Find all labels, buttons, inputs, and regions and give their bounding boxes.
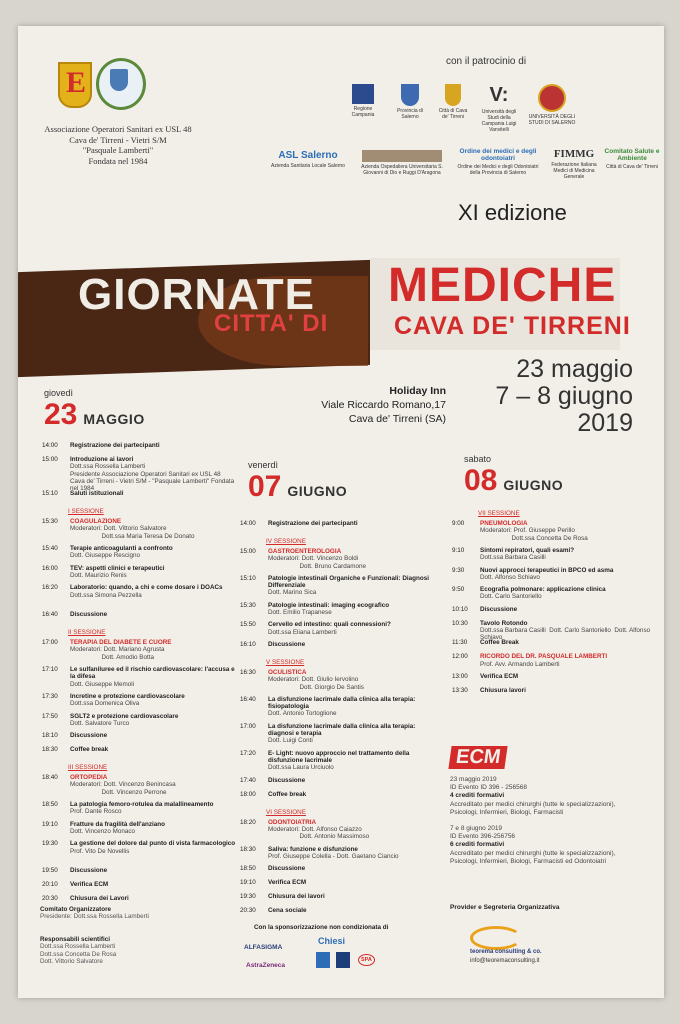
item-title: Saluti istituzionali [70, 490, 124, 498]
item-title: Discussione [268, 641, 306, 648]
item-time: 15:10 [42, 490, 58, 498]
sponsor-label: Con la sponsorizzazione non condizionata di [254, 924, 389, 931]
patron-logo-unisa: UNIVERSITÀ DEGLI STUDI DI SALERNO [528, 84, 576, 126]
item-speaker: Moderatori: Dott. Vittorio Salvatore Dott.ssa Maria Teresa De Donato [70, 525, 195, 540]
item-speaker: Moderatori: Dott. Vincenzo Boldi Dott. Bruno Cardamone [268, 555, 367, 570]
item-time: 16:20 [42, 584, 58, 592]
committee-label: Comitato Organizzatore [40, 906, 112, 913]
edition-label: XI edizione [458, 200, 567, 225]
sponsor-alfasigma: ALFASIGMA [244, 944, 283, 951]
item-title: SGLT2 e protezione cardiovascolare [70, 712, 179, 720]
item-speaker: Dott.ssa Barbara Casilli [480, 554, 546, 562]
session-label: V SESSIONE [266, 659, 305, 666]
item-title: Registrazione dei partecipanti [268, 520, 358, 527]
session-label: VII SESSIONE [478, 510, 520, 517]
item-speaker: Prof. Dante Rosco [70, 808, 122, 816]
item-title: Verifica ECM [268, 879, 307, 887]
title-cava: CAVA DE' TIRRENI [394, 312, 631, 340]
date-line: 7 – 8 giugno [495, 382, 633, 410]
patron-logo-vanvitelli: V: Università degli Studi della Campania Luigi Vanvitelli [481, 84, 517, 133]
item-time: 9:50 [452, 586, 465, 594]
item-title: RICORDO DEL DR. PASQUALE LAMBERTI [480, 653, 608, 661]
schedule-day-07 [240, 520, 440, 915]
item-time: 15:40 [42, 545, 58, 553]
item-title: Cervello ed intestino: quali connessioni? [268, 621, 391, 629]
weekday: giovedì [44, 388, 74, 398]
item-time: 17:30 [42, 693, 58, 700]
patron-logo-cava: Città di Cava de' Tirreni [436, 84, 470, 120]
ecm-line: ID Evento ID 396 - 256568 [450, 784, 527, 792]
sponsor-spa: SPA [358, 954, 375, 966]
sponsor-astrazeneca: AstraZeneca [246, 962, 286, 969]
item-title: Discussione [480, 605, 518, 613]
item-time: 18:50 [240, 865, 256, 873]
ecm-line: 23 maggio 2019 [450, 776, 497, 783]
ecm-line: Psicologi, Infermieri, Biologi, Farmacisti ed Odontoiatri [450, 857, 607, 865]
patron-logo-ruggi: Azienda Ospedaliera Universitaria S. Giovanni di Dio e Ruggi D'Aragona [354, 150, 450, 176]
ecm-line: Psicologi, Infermieri, Biologi, Farmacisti [450, 808, 564, 816]
session-label: I SESSIONE [68, 508, 104, 516]
item-time: 18:20 [240, 818, 256, 826]
item-time: 17:00 [42, 639, 58, 647]
sponsor-mark [336, 952, 350, 968]
item-speaker: Prof. Giuseppe Colella - Dott. Gaetano Ciancio [268, 852, 399, 860]
item-title: TERAPIA DEL DIABETE E CUORE [70, 639, 172, 647]
item-title: Discussione [70, 611, 108, 619]
poster [18, 26, 664, 998]
item-time: 18:10 [42, 732, 58, 740]
item-title: Patologie intestinali: imaging ecografico [268, 601, 390, 609]
teorema-logo [470, 926, 522, 950]
item-time: 15:00 [240, 548, 256, 555]
patron-logo-comitato: Comitato Salute e Ambiente Città di Cava de' Tirreni [604, 148, 660, 170]
item-speaker: Dott. Vincenzo Monaco [70, 827, 135, 835]
leads-label: Responsabili scientifici [40, 936, 110, 943]
item-speaker: Dott. Luigi Conti [268, 737, 313, 745]
item-time: 16:30 [240, 669, 256, 676]
item-speaker: Dott. Maurizio Renis [70, 571, 127, 579]
item-title: PNEUMOLOGIA [480, 520, 528, 527]
item-speaker: Dott. Giuseppe Memoli [70, 680, 135, 688]
item-time: 14:00 [240, 520, 256, 527]
association-line: Cava de' Tirreni - Vietri S/M [69, 134, 167, 145]
item-title: Le sulfaniluree ed il rischio cardiovascolare: l'accusa e la difesa [70, 666, 235, 681]
item-time: 9:30 [452, 566, 465, 574]
lead-name: Dott. Vittorio Salvatore [40, 957, 103, 965]
ecm-line: Accreditato per medici chirurghi (tutte le specializzazioni), [450, 849, 616, 857]
venue-address: Viale Riccardo Romano,17 [321, 399, 446, 411]
item-title: COAGULAZIONE [70, 518, 122, 526]
item-time: 16:40 [240, 695, 256, 703]
item-title: ORTOPEDIA [70, 774, 108, 782]
item-time: 11:30 [452, 639, 468, 647]
item-time: 17:00 [240, 722, 256, 730]
item-title: La gestione del dolore dal punto di vista farmacologico [70, 840, 236, 848]
item-time: 19:30 [240, 893, 256, 901]
patron-logo-asl: ASL Salerno Azienda Sanitaria Locale Salerno [271, 150, 345, 169]
title-citta: CITTA' DI [214, 310, 329, 337]
item-title: Cena sociale [268, 907, 307, 915]
crest-logo [58, 62, 92, 108]
item-title: Introduzione ai lavori [70, 456, 134, 463]
day-number: 23 [44, 398, 78, 431]
session-label: IV SESSIONE [266, 538, 306, 545]
item-speaker: Prof. Vito De Novellis [70, 847, 130, 855]
item-time: 19:50 [42, 867, 58, 875]
item-time: 13:30 [452, 686, 468, 694]
item-speaker: Dott.ssa Eliana Lamberti [268, 628, 337, 636]
patron-logo-ordine: Ordine dei medici e degli odontoiatri Ordine dei Medici e degli Odontoiatri della Provincia di Salerno [457, 148, 539, 176]
session-label: II SESSIONE [68, 629, 106, 637]
item-speaker: Dott. Giuseppe Rescigno [70, 552, 141, 560]
item-time: 9:10 [452, 546, 465, 554]
ecm-badge: ECM [448, 746, 508, 769]
patron-logo-provincia: Provincia di Salerno [390, 84, 430, 120]
item-title: La patologia femoro-rotulea da malallineamento [70, 801, 214, 809]
day-number: 07 [248, 470, 282, 503]
ecm-details [450, 776, 650, 866]
item-title: TEV: aspetti clinici e terapeutici [70, 564, 165, 572]
ecm-line: Accreditato per medici chirurghi (tutte le specializzazioni), [450, 800, 616, 808]
venue [304, 384, 446, 426]
provider-email[interactable]: info@teoremaconsulting.it [470, 958, 540, 964]
weekday: venerdì [248, 460, 279, 470]
item-speaker: Prof. Avv. Armando Lamberti [480, 660, 560, 668]
title-giornate: GIORNATE [78, 270, 315, 319]
item-title: Chiusura lavori [480, 686, 526, 694]
item-time: 13:00 [452, 672, 468, 680]
item-title: GASTROENTEROLOGIA [268, 548, 342, 555]
item-title: Registrazione dei partecipanti [70, 442, 160, 449]
venue-name: Holiday Inn [389, 385, 446, 397]
item-time: 15:00 [42, 456, 58, 463]
item-time: 10:30 [452, 619, 468, 627]
item-time: 12:00 [452, 653, 468, 661]
item-title: Laboratorio: quando, a chi e come dosare i DOACs [70, 584, 223, 592]
item-title: Chiusura dei Lavori [70, 895, 129, 903]
item-speaker: Moderatori: Dott. Alfonso Caiazzo Dott. Antonio Massimoso [268, 825, 370, 841]
item-time: 16:40 [42, 611, 58, 619]
item-speaker: Moderatori: Prof. Giuseppe Perillo Dott.ssa Concetta De Rosa [480, 527, 588, 542]
item-speaker: Dott.ssa Rossella Lamberti Presidente Associazione Operatori Sanitari ex USL 48 Cava de' Tirreni - Vietri S/M - "Pasquale Lamberti" Fondata nel 1984 [70, 463, 235, 493]
item-title: Discussione [268, 865, 306, 873]
schedule-day-23 [42, 442, 238, 916]
item-speaker: Dott. Carlo Santoriello [480, 593, 542, 601]
venue-city: Cava de' Tirreni (SA) [348, 413, 446, 425]
item-title: Discussione [70, 732, 108, 740]
item-time: 10:10 [452, 605, 468, 613]
sponsor-chiesi: Chiesi [318, 936, 346, 946]
item-title: Saliva: funzione e disfunzione [268, 845, 358, 853]
item-speaker: Moderatori: Dott. Vincenzo Benincasa Dott. Vincenzo Perrone [70, 781, 176, 796]
item-title: Fratture da fragilità dell'anziano [70, 820, 165, 828]
item-title: Verifica ECM [70, 881, 109, 889]
month: GIUGNO [287, 483, 348, 499]
scientific-leads [40, 936, 116, 965]
item-time: 18:30 [240, 845, 256, 853]
ecm-credits: 4 crediti formativi [450, 792, 505, 800]
item-time: 19:10 [240, 879, 256, 887]
lead-name: Dott.ssa Concetta De Rosa [40, 950, 117, 958]
item-speaker: Moderatori: Dott. Giulio Iervolino Dott. Giorgio De Santis [268, 676, 364, 691]
patron-logo-regione: Regione Campania [344, 84, 382, 118]
item-title: Coffee break [70, 746, 109, 754]
day-header-23 [44, 388, 145, 432]
item-speaker: Dott.ssa Barbara Casilli Dott. Carlo Santoriello Dott. Alfonso Schiavo [480, 626, 652, 642]
item-title: ODONTOIATRIA [268, 818, 317, 826]
item-time: 18:40 [42, 774, 58, 782]
association-name [18, 124, 218, 166]
day-header-08 [464, 454, 563, 498]
item-title: Discussione [70, 867, 108, 875]
item-title: Terapie anticoagulanti a confronto [70, 545, 173, 553]
item-time: 9:00 [452, 520, 465, 527]
association-line: Fondata nel 1984 [88, 155, 148, 166]
item-time: 16:10 [240, 641, 256, 648]
session-label: III SESSIONE [68, 764, 108, 772]
item-time: 20:10 [42, 881, 58, 889]
item-speaker: Dott. Emilio Trapanese [268, 609, 332, 617]
item-title: OCULISTICA [268, 669, 307, 676]
item-time: 14:00 [42, 442, 58, 449]
item-time: 15:10 [240, 574, 256, 582]
item-title: Verifica ECM [480, 672, 519, 680]
item-speaker: Dott. Alfonso Schiavo [480, 573, 540, 581]
provider-name: teorema consulting & co. [470, 949, 542, 955]
title-mediche: MEDICHE [388, 259, 617, 312]
provider-label: Provider e Segreteria Organizzativa [450, 904, 560, 911]
item-speaker: Dott. Antonio Tortoglione [268, 710, 337, 718]
item-time: 15:30 [42, 518, 58, 526]
ecm-line: ID Evento 396-256756 [450, 833, 516, 841]
committee-president: Presidente: Dott.ssa Rossella Lamberti [40, 913, 149, 921]
municipality-logo [96, 58, 146, 110]
item-title: La disfunzione lacrimale dalla clinica alla terapia: fisiopatologia [268, 695, 416, 711]
item-title: Nuovi approcci terapeutici in BPCO ed asma [480, 566, 614, 574]
item-title: La disfunzione lacrimale dalla clinica alla terapia: diagnosi e terapia [268, 722, 416, 738]
item-title: Ecografia polmonare: applicazione clinica [480, 586, 606, 594]
patronage-title: con il patrocinio di [446, 56, 527, 67]
date-year: 2019 [577, 409, 633, 437]
item-time: 20:30 [240, 907, 256, 915]
item-title: Coffee break [268, 790, 307, 798]
month: MAGGIO [83, 411, 145, 427]
item-speaker: Moderatori: Dott. Mariano Agrusta Dott. Amodio Botta [70, 646, 165, 661]
event-dates [458, 356, 633, 437]
item-time: 18:50 [42, 801, 58, 809]
item-time: 16:00 [42, 564, 58, 572]
patron-logo-fimmg: FIMMG Federazione Italiana Medici di Medicina Generale [551, 148, 597, 180]
item-time: 15:30 [240, 601, 256, 609]
item-time: 17:10 [42, 666, 58, 674]
item-time: 19:30 [42, 840, 58, 848]
item-title: Tavolo Rotondo [480, 619, 528, 627]
item-speaker: Dott. Salvatore Turco [70, 719, 130, 727]
ecm-spacer [450, 817, 650, 825]
sponsor-mark [316, 952, 330, 968]
ecm-line: 7 e 8 giugno 2019 [450, 825, 503, 833]
item-title: Sintomi repiratori, quali esami? [480, 546, 575, 554]
item-time: 20:30 [42, 895, 58, 903]
ecm-credits: 6 crediti formativi [450, 841, 505, 849]
association-line: "Pasquale Lamberti" [82, 145, 154, 155]
schedule-day-08 [452, 506, 662, 706]
item-time: 18:00 [240, 790, 256, 798]
association-line: Associazione Operatori Sanitari ex USL 48 [44, 124, 192, 134]
day-header-07 [248, 460, 347, 504]
weekday: sabato [464, 454, 492, 464]
item-title: Coffee Break [480, 639, 519, 647]
provider-info [470, 948, 542, 966]
month: GIUGNO [503, 477, 564, 493]
day-number: 08 [464, 464, 498, 497]
date-line: 23 maggio [516, 355, 633, 383]
item-time: 19:10 [42, 820, 58, 828]
item-title: Discussione [268, 776, 306, 784]
item-title: Patologie intestinali Organiche e Funzionali: Diagnosi Differenziale [268, 574, 429, 590]
item-speaker: Dott.ssa Domenica Oliva [70, 700, 140, 708]
lead-name: Dott.ssa Rossella Lamberti [40, 943, 116, 951]
item-time: 17:50 [42, 712, 58, 720]
item-time: 15:50 [240, 621, 256, 629]
committee [40, 906, 149, 921]
item-speaker: Dott. Marino Sica [268, 589, 317, 597]
item-time: 17:20 [240, 749, 256, 757]
item-speaker: Dott.ssa Simona Pezzella [70, 591, 142, 599]
item-time: 17:40 [240, 776, 256, 784]
item-time: 18:30 [42, 746, 58, 754]
item-title: E- Light: nuovo approccio nel trattamento della disfunzione lacrimale [268, 749, 410, 764]
item-speaker: Dott.ssa Laura Urciuolo [268, 764, 334, 772]
item-title: Chiusura dei lavori [268, 893, 325, 901]
item-title: Incretine e protezione cardiovascolare [70, 693, 185, 700]
session-label: VI SESSIONE [266, 808, 306, 816]
